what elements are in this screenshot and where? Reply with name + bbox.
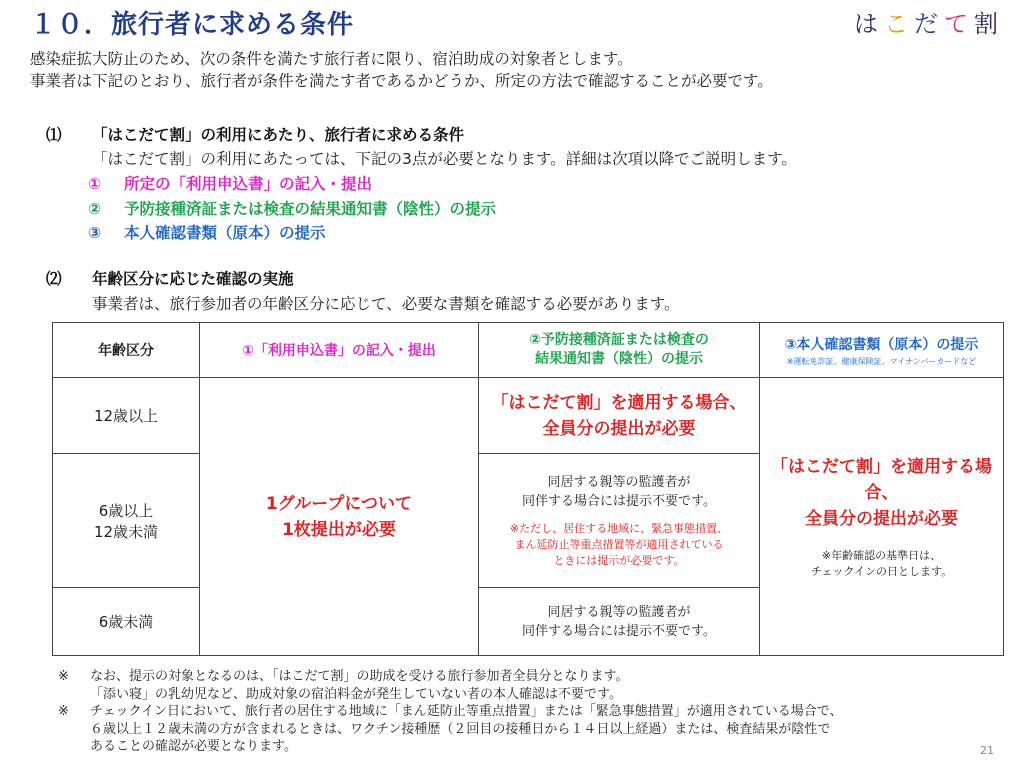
cell-line: 同伴する場合には提示不要です。 <box>522 623 716 639</box>
section2-description: 事業者は、旅行参加者の年齢区分に応じて、必要な書類を確認する必要があります。 <box>92 295 680 313</box>
section1-title: 「はこだて割」の利用にあたり、旅行者に求める条件 <box>92 126 465 144</box>
requirement-text: 予防接種済証または検査の結果通知書（陰性）の提示 <box>124 200 497 218</box>
cell-line: 同居する親等の監護者が <box>547 604 691 620</box>
footnote <box>58 703 842 721</box>
note-line: あることの確認が必要となります。 <box>90 739 297 754</box>
note-line: ※ただし、居住する地域に、緊急事態措置、 <box>509 521 729 535</box>
intro-line: 事業者は下記のとおり、旅行者が条件を満たす者であるかどうか、所定の方法で確認することが必要です。 <box>30 72 773 90</box>
logo-char: 割 <box>974 10 1002 38</box>
cell-line: 同居する親等の監護者が <box>547 474 691 490</box>
cell-line: 「はこだて割」を適用する場合、 <box>771 456 992 503</box>
vaccination-cell-12plus <box>479 378 760 454</box>
note-line: 「添い寝」の乳幼児など、助成対象の宿泊料金が発生していない者の本人確認は不要です。 <box>90 686 622 702</box>
age-line: 12歳未満 <box>93 522 159 541</box>
table-row <box>53 378 1004 454</box>
note-line: ときには提示が必要です。 <box>553 553 685 567</box>
header-line: 結果通知書（陰性）の提示 <box>535 351 703 367</box>
age-cell: 6歳未満 <box>53 588 200 656</box>
section2-number: ⑵ <box>46 270 62 288</box>
header-line: ③本人確認書類（原本）の提示 <box>784 336 979 353</box>
cell-line: 全員分の提出が必要 <box>542 418 696 439</box>
section2-title: 年齢区分に応じた確認の実施 <box>92 270 294 288</box>
header-vaccination-test <box>479 323 760 378</box>
cell-line: 1枚提出が必要 <box>282 519 396 540</box>
requirement-text: 所定の「利用申込書」の記入・提出 <box>124 175 373 193</box>
logo-char: だ <box>914 10 942 38</box>
requirement-3 <box>88 221 326 243</box>
age-cell <box>53 454 200 588</box>
section2-heading <box>46 267 294 289</box>
age-line: 6歳以上 <box>98 501 154 520</box>
requirement-1 <box>88 172 372 194</box>
table-header-row <box>53 323 1004 378</box>
cell-line: 「はこだて割」を適用する場合、 <box>491 392 747 413</box>
logo-char: こ <box>884 10 912 38</box>
requirement-number: ③ <box>88 224 102 242</box>
cell-note <box>483 521 755 569</box>
vaccination-cell-6to12 <box>479 454 760 588</box>
header-note: ※運転免許証、健康保険証、マイナンバーカードなど <box>786 356 977 366</box>
section1-heading <box>46 123 464 145</box>
header-application-form: ①「利用申込書」の記入・提出 <box>200 323 479 378</box>
header-line: ②予防接種済証または検査の <box>529 332 709 348</box>
requirement-2 <box>88 197 496 219</box>
age-cell: 12歳以上 <box>53 378 200 454</box>
intro-text <box>30 48 773 92</box>
logo-char: て <box>944 10 972 38</box>
section1-description: 「はこだて割」の利用にあたっては、下記の3点が必要となります。詳細は次項以降でご説明します。 <box>92 150 797 168</box>
requirement-number: ① <box>88 175 102 193</box>
note-line: ６歳以上１２歳未満の方が含まれるときは、ワクチン接種歴（２回目の接種日から１４日以上経過）または、検査結果が陰性で <box>90 721 831 737</box>
header-age: 年齢区分 <box>53 323 200 378</box>
intro-line: 感染症拡大防止のため、次の条件を満たす旅行者に限り、宿泊助成の対象者とします。 <box>30 50 633 68</box>
cell-line: 全員分の提出が必要 <box>805 508 958 529</box>
footnotes <box>58 668 842 756</box>
cell-note <box>764 548 999 580</box>
id-document-cell <box>760 378 1004 656</box>
note-line: チェックインの日とします。 <box>810 564 953 578</box>
requirement-number: ② <box>88 200 102 218</box>
age-requirements-table <box>52 322 1004 656</box>
note-line: ※年齢確認の基準日は、 <box>821 548 942 562</box>
note-mark: ※ <box>58 669 69 684</box>
requirement-text: 本人確認書類（原本）の提示 <box>124 224 326 242</box>
header-id-document <box>760 323 1004 378</box>
hakodate-wari-logo <box>854 4 1002 39</box>
page-number: 21 <box>980 744 994 757</box>
note-mark: ※ <box>58 704 69 719</box>
note-line: まん延防止等重点措置等が適用されている <box>514 537 724 551</box>
note-line: チェックイン日において、旅行者の居住する地域に「まん延防止等重点措置」または「緊急事態措置」が適用されている場合で、 <box>90 704 843 719</box>
footnote <box>58 668 842 686</box>
logo-char: は <box>854 10 882 38</box>
cell-line: 同伴する場合には提示不要です。 <box>522 493 716 509</box>
page-title: １０．旅行者に求める条件 <box>30 10 355 40</box>
cell-line: 1グループについて <box>265 493 413 514</box>
section1-number: ⑴ <box>46 126 62 144</box>
application-form-cell <box>200 378 479 656</box>
vaccination-cell-under6 <box>479 588 760 656</box>
note-line: なお、提示の対象となるのは、「はこだて割」の助成を受ける旅行参加者全員分となります。 <box>90 669 629 684</box>
